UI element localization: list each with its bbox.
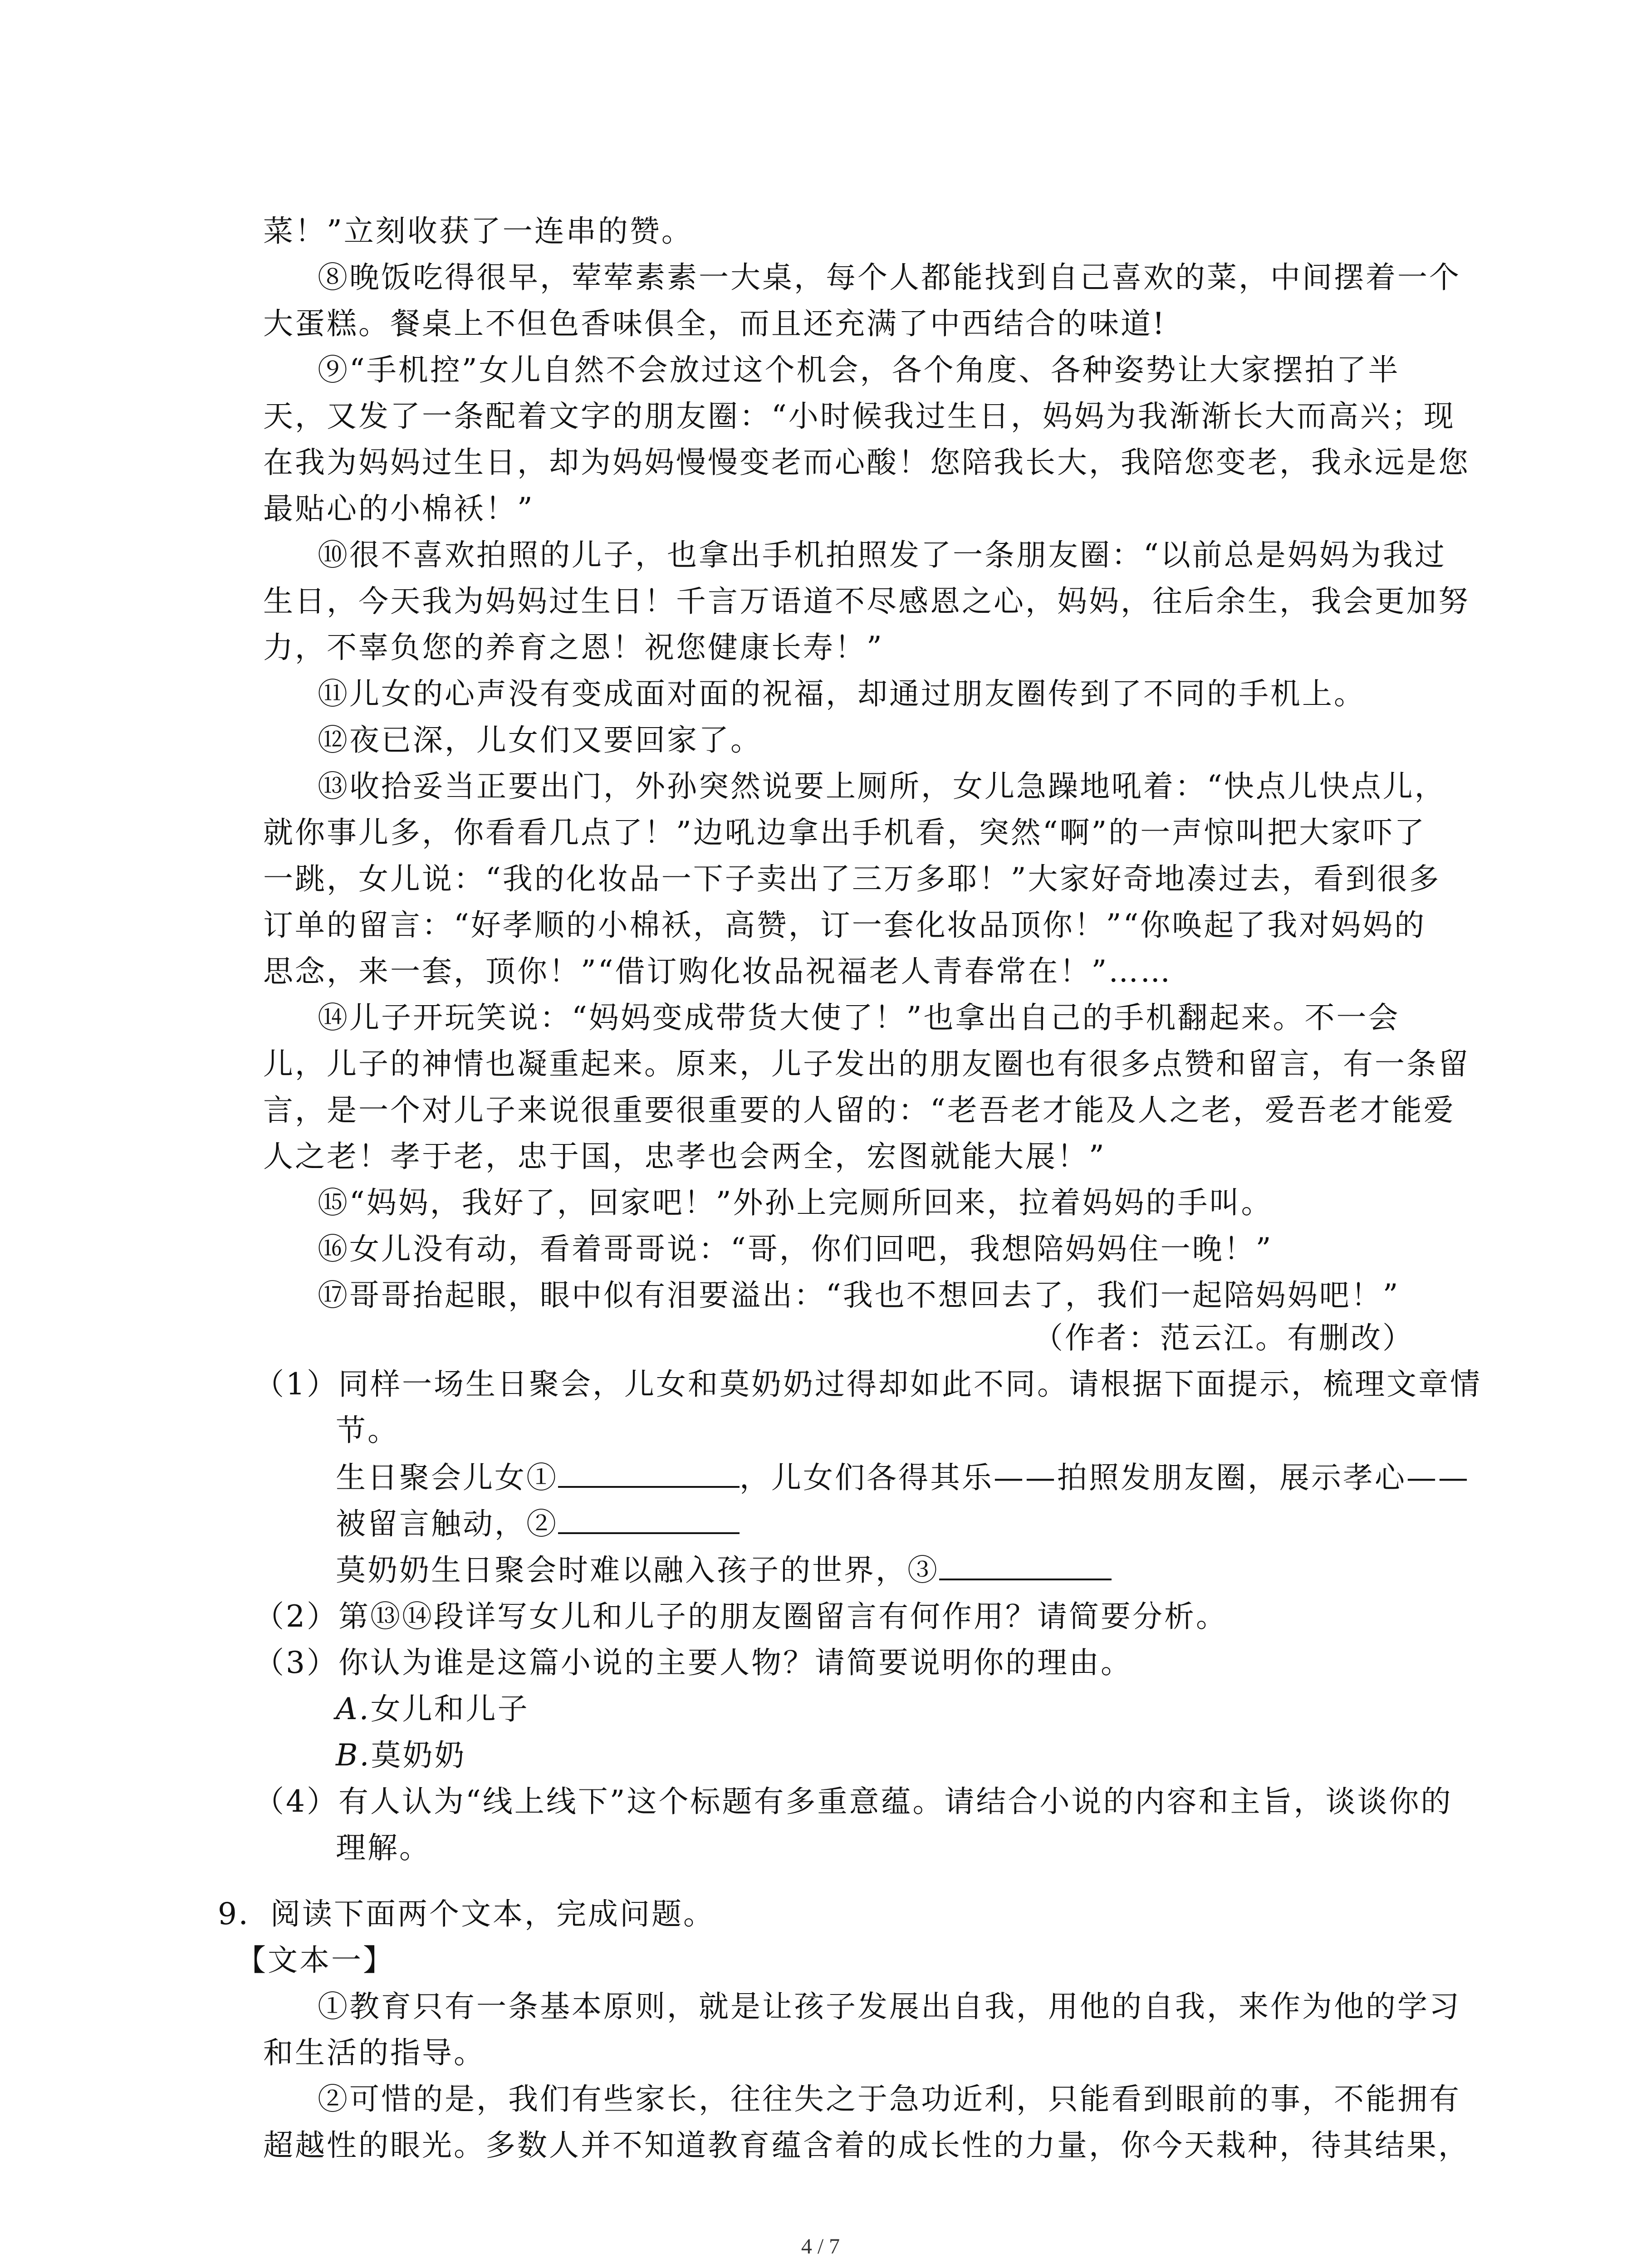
text-one-paragraph-2-line: 超越性的眼光。多数人并不知道教育蕴含着的成长性的力量，你今天栽种，待其结果， bbox=[263, 2128, 1470, 2163]
story-paragraph-14-line: 人之老！孝于老，忠于国，忠孝也会两全，宏图就能大展！” bbox=[263, 1139, 1106, 1174]
text-one-paragraph-1-line: ①教育只有一条基本原则，就是让孩子发展出自我，用他的自我，来作为他的学习 bbox=[318, 1989, 1461, 2024]
question-1-line: 节。 bbox=[336, 1413, 399, 1448]
option-letter: B. bbox=[336, 1738, 371, 1773]
story-paragraph-10-line: 生日，今天我为妈妈过生日！千言万语道不尽感恩之心，妈妈，往后余生，我会更加努 bbox=[263, 584, 1470, 619]
answer-blank-3[interactable] bbox=[939, 1551, 1112, 1580]
question-3-option-a bbox=[336, 1686, 529, 1732]
answer-blank-1[interactable] bbox=[558, 1459, 740, 1488]
story-paragraph-16: ⑯女儿没有动，看着哥哥说：“哥，你们回吧，我想陪妈妈住一晚！” bbox=[318, 1232, 1273, 1266]
answer-blank-2[interactable] bbox=[558, 1505, 740, 1534]
option-letter: A. bbox=[336, 1691, 371, 1726]
question-3: （3）你认为谁是这篇小说的主要人物？请简要说明你的理由。 bbox=[254, 1645, 1132, 1680]
story-paragraph-14-line: 儿，儿子的神情也凝重起来。原来，儿子发出的朋友圈也有很多点赞和留言，有一条留 bbox=[263, 1046, 1470, 1081]
story-paragraph-13-line: 订单的留言：“好孝顺的小棉袄，高赞，订一套化妆品顶你！”“你唤起了我对妈妈的 bbox=[263, 908, 1426, 943]
story-paragraph-13-line: 思念，来一套，顶你！”“借订购化妆品祝福老人青春常在！”…… bbox=[263, 954, 1172, 989]
text-one-paragraph-2-line: ②可惜的是，我们有些家长，往往失之于急功近利，只能看到眼前的事，不能拥有 bbox=[318, 2082, 1461, 2116]
story-paragraph-7-tail: 菜！”立刻收获了一连串的赞。 bbox=[263, 214, 693, 249]
story-paragraph-9-line: 天，又发了一条配着文字的朋友圈：“小时候我过生日，妈妈为我渐渐长大而高兴；现 bbox=[263, 399, 1455, 434]
option-text: 女儿和儿子 bbox=[370, 1691, 529, 1726]
text-one-label: 【文本一】 bbox=[236, 1943, 395, 1978]
question-2: （2）第⑬⑭段详写女儿和儿子的朋友圈留言有何作用？请简要分析。 bbox=[254, 1599, 1228, 1634]
story-paragraph-14-line: ⑭儿子开玩笑说：“妈妈变成带货大使了！”也拿出自己的手机翻起来。不一会 bbox=[318, 1000, 1400, 1035]
fill-prompt: 生日聚会儿女① bbox=[336, 1460, 558, 1495]
option-text: 莫奶奶 bbox=[371, 1738, 466, 1773]
question-1-line: （1）同样一场生日聚会，儿女和莫奶奶过得却如此不同。请根据下面提示，梳理文章情 bbox=[254, 1367, 1482, 1402]
story-paragraph-9-line: 最贴心的小棉袄！” bbox=[263, 491, 534, 526]
question-3-option-b bbox=[336, 1733, 466, 1778]
story-paragraph-11: ⑪儿女的心声没有变成面对面的祝福，却通过朋友圈传到了不同的手机上。 bbox=[318, 676, 1366, 711]
question-1-fill-row bbox=[336, 1501, 740, 1547]
question-1-fill-row bbox=[336, 1455, 1470, 1501]
story-paragraph-13-line: ⑬收拾妥当正要出门，外孙突然说要上厕所，女儿急躁地吼着：“快点儿快点儿， bbox=[318, 769, 1446, 804]
story-paragraph-10-line: 力，不辜负您的养育之恩！祝您健康长寿！” bbox=[263, 630, 884, 665]
question-1-fill-row bbox=[336, 1548, 1112, 1593]
fill-prompt: 被留言触动，② bbox=[336, 1506, 558, 1541]
page-number: 4 / 7 bbox=[801, 2234, 840, 2258]
fill-prompt: 莫奶奶生日聚会时难以融入孩子的世界，③ bbox=[336, 1553, 939, 1588]
question-9-heading: 9．阅读下面两个文本，完成问题。 bbox=[218, 1897, 715, 1931]
fill-prompt: ，儿女们各得其乐——拍照发朋友圈，展示孝心—— bbox=[740, 1460, 1470, 1495]
story-paragraph-8-line: 大蛋糕。餐桌上不但色香味俱全，而且还充满了中西结合的味道! bbox=[263, 306, 1166, 341]
story-paragraph-9-line: ⑨“手机控”女儿自然不会放过这个机会，各个角度、各种姿势让大家摆拍了半 bbox=[318, 352, 1400, 387]
text-one-paragraph-1-line: 和生活的指导。 bbox=[263, 2035, 485, 2070]
story-paragraph-15: ⑮“妈妈，我好了，回家吧！”外孙上完厕所回来，拉着妈妈的手叫。 bbox=[318, 1185, 1273, 1220]
story-paragraph-13-line: 一跳，女儿说：“我的化妆品一下子卖出了三万多耶！”大家好奇地凑过去，看到很多 bbox=[263, 861, 1441, 896]
story-paragraph-8-line: ⑧晚饭吃得很早，荤荤素素一大桌，每个人都能找到自己喜欢的菜，中间摆着一个 bbox=[318, 260, 1461, 295]
question-4-line: 理解。 bbox=[336, 1830, 431, 1865]
story-paragraph-10-line: ⑩很不喜欢拍照的儿子，也拿出手机拍照发了一条朋友圈：“以前总是妈妈为我过 bbox=[318, 538, 1446, 572]
story-paragraph-17: ⑰哥哥抬起眼，眼中似有泪要溢出：“我也不想回去了，我们一起陪妈妈吧！” bbox=[318, 1278, 1400, 1313]
story-paragraph-12: ⑫夜已深，儿女们又要回家了。 bbox=[318, 723, 762, 758]
story-paragraph-13-line: 就你事儿多，你看看几点了！”边吼边拿出手机看，突然“啊”的一声惊叫把大家吓了 bbox=[263, 815, 1426, 850]
story-source: （作者：范云江。有删改） bbox=[1033, 1320, 1414, 1355]
question-4-line: （4）有人认为“线上线下”这个标题有多重意蕴。请结合小说的内容和主旨，谈谈你的 bbox=[254, 1784, 1453, 1819]
story-paragraph-9-line: 在我为妈妈过生日，却为妈妈慢慢变老而心酸！您陪我长大，我陪您变老，我永远是您 bbox=[263, 445, 1470, 480]
story-paragraph-14-line: 言，是一个对儿子来说很重要很重要的人留的：“老吾老才能及人之老，爱吾老才能爱 bbox=[263, 1093, 1455, 1128]
